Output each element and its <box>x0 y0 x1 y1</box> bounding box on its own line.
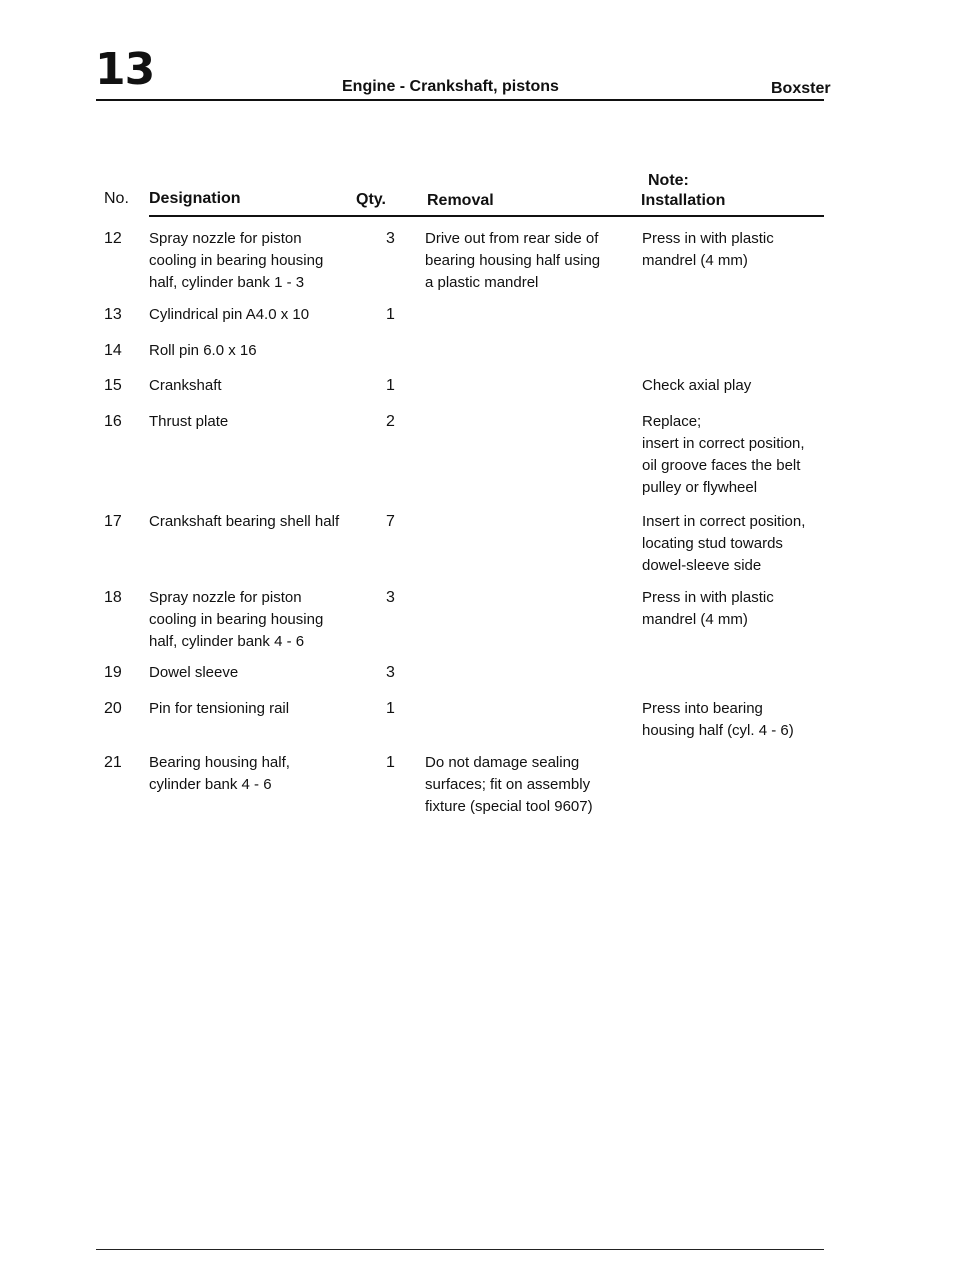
quantity-cell: 2 <box>386 413 395 430</box>
footer-rule <box>96 1249 824 1250</box>
installation-cell-line: Press in with plastic <box>642 230 774 247</box>
removal-cell-line: Drive out from rear side of <box>425 230 599 247</box>
removal-cell <box>425 228 600 294</box>
column-header-no: No. <box>104 190 129 207</box>
designation-cell-line: half, cylinder bank 4 - 6 <box>149 633 305 650</box>
designation-cell-line: half, cylinder bank 1 - 3 <box>149 274 305 291</box>
designation-cell <box>149 587 323 653</box>
designation-cell <box>149 662 238 684</box>
designation-cell-line: Crankshaft bearing shell half <box>149 513 340 530</box>
item-number: 13 <box>104 306 122 323</box>
item-number: 15 <box>104 377 122 394</box>
designation-cell <box>149 698 289 720</box>
installation-cell-line: dowel-sleeve side <box>642 557 762 574</box>
chapter-number: 13 <box>95 44 155 95</box>
designation-cell <box>149 411 228 433</box>
column-header-note: Note: <box>648 172 689 189</box>
installation-cell-line: Check axial play <box>642 377 752 394</box>
quantity-cell: 1 <box>386 306 395 323</box>
designation-cell <box>149 375 222 397</box>
column-header-removal: Removal <box>427 192 494 209</box>
designation-cell <box>149 304 309 326</box>
designation-cell-line: Bearing housing half, <box>149 754 290 771</box>
table-header-rule <box>149 215 824 217</box>
removal-cell-line: bearing housing half using <box>425 252 601 269</box>
header-rule <box>96 99 824 101</box>
installation-cell-line: Insert in correct position, <box>642 513 806 530</box>
installation-cell-line: pulley or flywheel <box>642 479 758 496</box>
model-name: Boxster <box>771 80 831 97</box>
page-title: Engine - Crankshaft, pistons <box>342 78 559 95</box>
designation-cell <box>149 228 323 294</box>
designation-cell-line: Dowel sleeve <box>149 664 239 681</box>
removal-cell <box>425 752 593 818</box>
quantity-cell: 3 <box>386 664 395 681</box>
item-number: 21 <box>104 754 122 771</box>
column-header-designation: Designation <box>149 190 241 207</box>
designation-cell-line: Spray nozzle for piston <box>149 230 302 247</box>
item-number: 18 <box>104 589 122 606</box>
item-number: 20 <box>104 700 122 717</box>
installation-cell <box>642 375 751 397</box>
installation-cell-line: Replace; <box>642 413 702 430</box>
installation-cell-line: mandrel (4 mm) <box>642 252 748 269</box>
designation-cell-line: Roll pin 6.0 x 16 <box>149 342 257 359</box>
installation-cell-line: housing half (cyl. 4 - 6) <box>642 722 794 739</box>
quantity-cell: 3 <box>386 230 395 247</box>
removal-cell-line: surfaces; fit on assembly <box>425 776 591 793</box>
designation-cell-line: Spray nozzle for piston <box>149 589 302 606</box>
installation-cell <box>642 411 805 499</box>
installation-cell <box>642 511 805 577</box>
quantity-cell: 1 <box>386 754 395 771</box>
designation-cell-line: Cylindrical pin A4.0 x 10 <box>149 306 310 323</box>
designation-cell-line: Thrust plate <box>149 413 229 430</box>
removal-cell-line: a plastic mandrel <box>425 274 539 291</box>
installation-cell-line: Press in with plastic <box>642 589 774 606</box>
removal-cell-line: fixture (special tool 9607) <box>425 798 593 815</box>
item-number: 19 <box>104 664 122 681</box>
quantity-cell: 3 <box>386 589 395 606</box>
designation-cell <box>149 752 290 796</box>
quantity-cell: 7 <box>386 513 395 530</box>
installation-cell-line: mandrel (4 mm) <box>642 611 748 628</box>
column-header-qty: Qty. <box>356 191 386 208</box>
designation-cell-line: Pin for tensioning rail <box>149 700 290 717</box>
column-header-installation: Installation <box>641 192 726 209</box>
item-number: 14 <box>104 342 122 359</box>
designation-cell-line: cooling in bearing housing <box>149 611 324 628</box>
installation-cell <box>642 698 794 742</box>
designation-cell-line: cylinder bank 4 - 6 <box>149 776 272 793</box>
installation-cell <box>642 587 774 631</box>
designation-cell <box>149 511 339 533</box>
item-number: 12 <box>104 230 122 247</box>
installation-cell-line: insert in correct position, <box>642 435 805 452</box>
item-number: 17 <box>104 513 122 530</box>
installation-cell <box>642 228 774 272</box>
installation-cell-line: locating stud towards <box>642 535 783 552</box>
installation-cell-line: Press into bearing <box>642 700 763 717</box>
installation-cell-line: oil groove faces the belt <box>642 457 801 474</box>
quantity-cell: 1 <box>386 700 395 717</box>
item-number: 16 <box>104 413 122 430</box>
removal-cell-line: Do not damage sealing <box>425 754 580 771</box>
designation-cell-line: cooling in bearing housing <box>149 252 324 269</box>
quantity-cell: 1 <box>386 377 395 394</box>
designation-cell <box>149 340 257 362</box>
designation-cell-line: Crankshaft <box>149 377 222 394</box>
